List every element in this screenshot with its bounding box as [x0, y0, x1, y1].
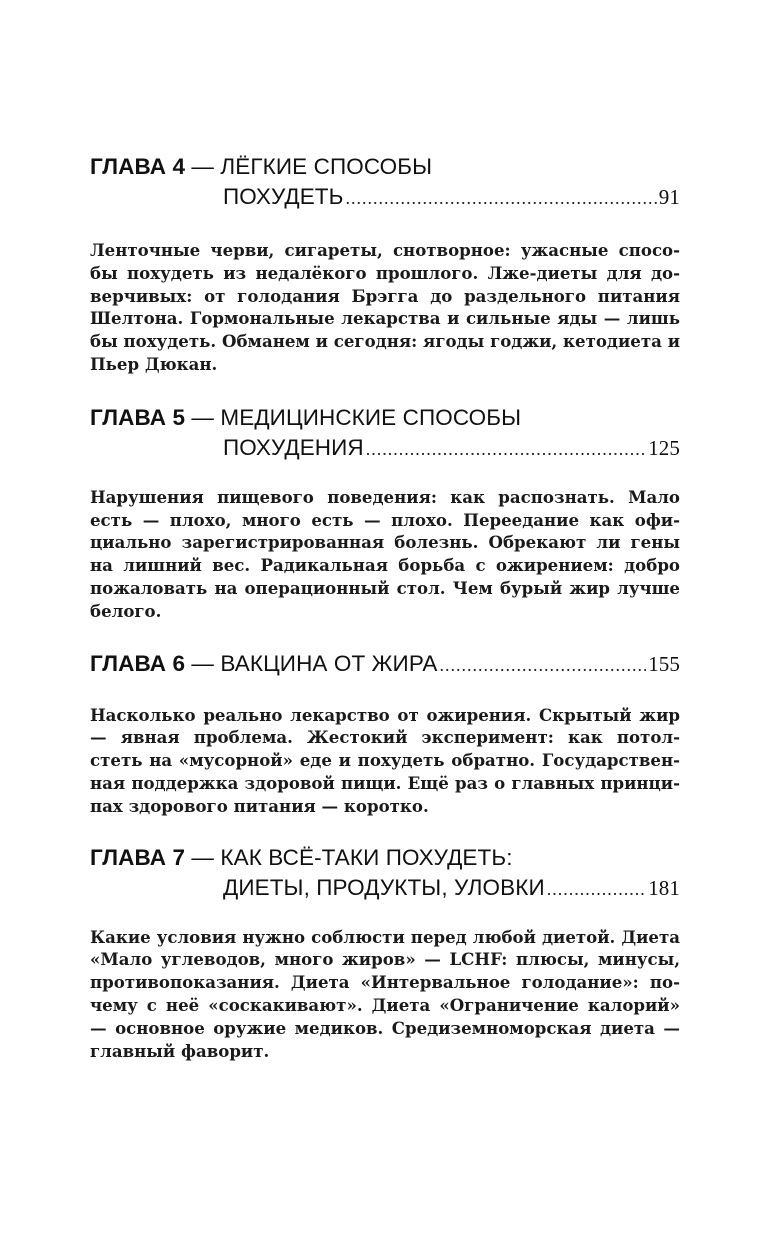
- chapter-description: Какие условия нужно соблюсти перед любой диетой. Диета «Мало углеводов, много жиров» — LCHF: плюсы, минусы, противопоказания. Диета «Интервальное голодание»: по-чему с неё «соскакивают». Диета «Ограничение калорий» — основное оружие медиков. Средиземноморская диета — главный фаворит.: [90, 926, 680, 1061]
- dot-leader: [440, 650, 647, 680]
- chapter-title-line2: ПОХУДЕТЬ: [223, 184, 344, 209]
- chapter-description: Ленточные черви, сигареты, снотворное: ужасные спосо-бы похудеть из недалёкого прошлого. Лже-диеты для до-верчивых: от голодания Брэгга до раздельного питания Шелтона. Гормональные лекарства и сильные яды — лишь бы похудеть. Обманем и сегодня: ягоды годжи, кетодиета и Пьер Дюкан.: [90, 240, 680, 374]
- page-number: 125: [648, 435, 680, 460]
- chapter-heading: [90, 843, 680, 904]
- chapter-dash: —: [185, 650, 221, 676]
- chapter-title-line1: МЕДИЦИНСКИЕ СПОСОБЫ: [220, 404, 522, 430]
- chapter-heading-line1: [90, 152, 680, 182]
- chapter-label: ГЛАВА 7: [90, 844, 186, 870]
- page-number: 155: [648, 651, 680, 676]
- chapter-heading-line2: [90, 433, 680, 464]
- table-of-contents: [90, 152, 680, 1062]
- chapter-heading-line2: [90, 182, 680, 213]
- toc-entry-chapter-5: [90, 403, 680, 623]
- chapter-title-line1: ВАКЦИНА ОТ ЖИРА: [220, 650, 438, 676]
- chapter-dash: —: [185, 154, 221, 179]
- toc-entry-chapter-6: [90, 649, 680, 818]
- chapter-title-line2: ПОХУДЕНИЯ: [223, 434, 364, 460]
- chapter-title-line1: ЛЁГКИЕ СПОСОБЫ: [220, 154, 433, 179]
- dot-leader: [366, 434, 646, 464]
- chapter-dash: —: [185, 844, 221, 870]
- chapter-heading-line1: [90, 843, 680, 873]
- chapter-heading-text: [90, 649, 438, 679]
- chapter-label: ГЛАВА 5: [90, 404, 186, 430]
- chapter-description: Нарушения пищевого поведения: как распознать. Мало есть — плохо, много есть — плохо. Переедание как офи-циально зарегистрированная болезнь. Обрекают ли гены на лишний вес. Радикальная борьба с ожирением: добро пожаловать на операционный стол. Чем бурый жир лучше белого.: [90, 486, 680, 621]
- toc-entry-chapter-4: [90, 152, 680, 376]
- chapter-heading: [90, 403, 680, 464]
- chapter-heading-line1: [90, 649, 680, 680]
- chapter-title-line2: ДИЕТЫ, ПРОДУКТЫ, УЛОВКИ: [223, 874, 545, 900]
- chapter-dash: —: [185, 404, 221, 430]
- chapter-label: ГЛАВА 4: [90, 154, 186, 179]
- chapter-heading-line1: [90, 403, 680, 433]
- page-number: 91: [658, 185, 680, 209]
- chapter-heading: [90, 152, 680, 213]
- page-number: 181: [648, 875, 680, 900]
- chapter-heading-line2: [90, 873, 680, 904]
- chapter-heading: [90, 649, 680, 680]
- chapter-title-line1: КАК ВСЁ-ТАКИ ПОХУДЕТЬ:: [220, 844, 513, 870]
- dot-leader: [547, 874, 646, 904]
- toc-entry-chapter-7: [90, 843, 680, 1063]
- chapter-label: ГЛАВА 6: [90, 650, 186, 676]
- dot-leader: [346, 183, 657, 213]
- chapter-description: Насколько реально лекарство от ожирения. Скрытый жир — явная проблема. Жестокий эксперимент: как потол-стеть на «мусорной» еде и похудеть обратно. Государствен-ная поддержка здоровой пищи. Ещё раз о главных принци-пах здорового питания — коротко.: [90, 704, 680, 816]
